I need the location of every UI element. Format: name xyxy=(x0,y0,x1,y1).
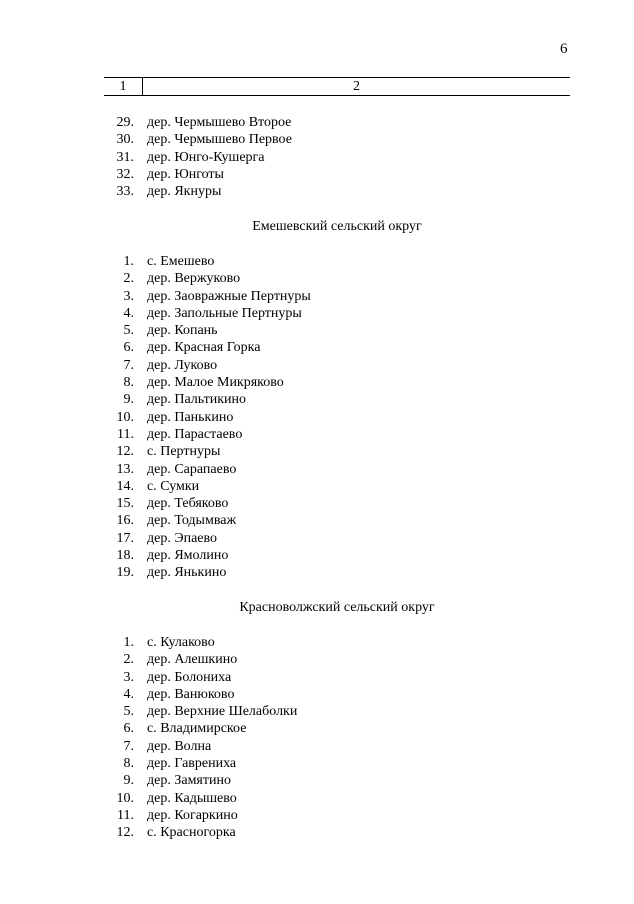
list-item xyxy=(104,149,292,166)
item-number: 30. xyxy=(116,132,134,148)
item-number: 4. xyxy=(123,686,134,702)
item-number: 11. xyxy=(117,807,134,823)
item-text: дер. Эпаево xyxy=(147,530,218,546)
item-number: 9. xyxy=(123,392,134,408)
item-number: 33. xyxy=(116,184,134,200)
list-item xyxy=(104,720,297,737)
list-item xyxy=(104,114,292,131)
table-header xyxy=(104,77,570,96)
item-text: дер. Алешкино xyxy=(147,652,238,668)
list-item xyxy=(104,564,311,581)
list-item xyxy=(104,426,311,443)
list-item xyxy=(104,755,297,772)
list-item xyxy=(104,790,297,807)
item-text: дер. Чермышево Первое xyxy=(147,132,292,148)
list-item xyxy=(104,131,292,148)
list-item xyxy=(104,443,311,460)
item-text: с. Красногорка xyxy=(147,825,236,841)
item-number: 6. xyxy=(123,721,134,737)
item-text: дер. Янькино xyxy=(147,565,227,581)
item-number: 16. xyxy=(116,513,134,529)
item-text: дер. Замятино xyxy=(147,773,231,789)
item-text: дер. Ямолино xyxy=(147,548,229,564)
item-text: дер. Пальтикино xyxy=(147,392,247,408)
item-text: дер. Вержуково xyxy=(147,271,241,287)
list-item xyxy=(104,270,311,287)
item-number: 3. xyxy=(123,288,134,304)
item-number: 8. xyxy=(123,756,134,772)
item-number: 18. xyxy=(116,548,134,564)
item-text: с. Кулаково xyxy=(147,635,215,650)
item-text: дер. Кадышево xyxy=(147,790,237,806)
table-header-col-1: 1 xyxy=(104,78,143,95)
item-number: 5. xyxy=(123,323,134,339)
page-number: 6 xyxy=(560,41,568,57)
list-item xyxy=(104,461,311,478)
item-number: 6. xyxy=(123,340,134,356)
list-item xyxy=(104,391,311,408)
item-number: 10. xyxy=(116,790,134,806)
top-list xyxy=(104,114,292,200)
item-number: 12. xyxy=(116,444,134,460)
list-item xyxy=(104,166,292,183)
list-item xyxy=(104,339,311,356)
item-text: дер. Якнуры xyxy=(147,184,222,200)
item-number: 1. xyxy=(123,254,134,269)
item-text: дер. Гаврениха xyxy=(147,756,237,772)
list-item xyxy=(104,512,311,529)
item-number: 10. xyxy=(116,409,134,425)
item-text: дер. Панькино xyxy=(147,409,234,425)
list-item xyxy=(104,478,311,495)
list-item xyxy=(104,807,297,824)
item-number: 19. xyxy=(116,565,134,581)
list-item xyxy=(104,530,311,547)
item-number: 8. xyxy=(123,375,134,391)
item-number: 12. xyxy=(116,825,134,841)
item-text: дер. Когаркино xyxy=(147,807,238,823)
list-item xyxy=(104,824,297,841)
item-number: 2. xyxy=(123,271,134,287)
table-header-col-2: 2 xyxy=(353,79,360,94)
item-number: 3. xyxy=(123,669,134,685)
item-number: 7. xyxy=(123,738,134,754)
item-text: дер. Чермышево Второе xyxy=(147,115,292,130)
list-item xyxy=(104,183,292,200)
item-text: дер. Заовражные Пертнуры xyxy=(147,288,311,304)
item-number: 4. xyxy=(123,305,134,321)
list-item xyxy=(104,409,311,426)
list-item xyxy=(104,374,311,391)
list-item xyxy=(104,288,311,305)
item-number: 7. xyxy=(123,357,134,373)
list-item xyxy=(104,634,297,651)
item-text: дер. Тебяково xyxy=(147,496,229,512)
list-item xyxy=(104,357,311,374)
item-text: дер. Запольные Пертнуры xyxy=(147,305,302,321)
item-number: 11. xyxy=(117,426,134,442)
item-number: 29. xyxy=(116,115,134,130)
item-text: дер. Луково xyxy=(147,357,218,373)
item-number: 9. xyxy=(123,773,134,789)
item-text: дер. Парастаево xyxy=(147,426,243,442)
list-item xyxy=(104,651,297,668)
item-text: с. Пертнуры xyxy=(147,444,221,460)
section-heading-emeshevsky: Емешевский сельский округ xyxy=(252,219,422,234)
list-item xyxy=(104,547,311,564)
item-number: 15. xyxy=(116,496,134,512)
item-text: дер. Волна xyxy=(147,738,212,754)
item-text: дер. Малое Микряково xyxy=(147,375,284,391)
item-text: дер. Тодымваж xyxy=(147,513,237,529)
section-heading-krasnovolzhsky: Красноволжский сельский округ xyxy=(239,600,435,615)
item-number: 17. xyxy=(116,530,134,546)
item-text: дер. Верхние Шелаболки xyxy=(147,704,298,720)
item-number: 32. xyxy=(116,166,134,182)
item-number: 13. xyxy=(116,461,134,477)
list-item xyxy=(104,253,311,270)
item-text: дер. Юнготы xyxy=(147,166,224,182)
item-text: с. Емешево xyxy=(147,254,215,269)
item-text: дер. Болониха xyxy=(147,669,232,685)
section-list-krasnovolzhsky xyxy=(104,634,297,842)
item-text: дер. Копань xyxy=(147,323,218,339)
list-item xyxy=(104,495,311,512)
item-text: дер. Ванюково xyxy=(147,686,235,702)
item-text: с. Владимирское xyxy=(147,721,247,737)
list-item xyxy=(104,703,297,720)
item-text: с. Сумки xyxy=(147,478,200,494)
item-number: 5. xyxy=(123,704,134,720)
item-number: 14. xyxy=(116,478,134,494)
item-number: 2. xyxy=(123,652,134,668)
item-text: дер. Сарапаево xyxy=(147,461,237,477)
list-item xyxy=(104,322,311,339)
item-text: дер. Юнго-Кушерга xyxy=(147,149,265,165)
list-item xyxy=(104,669,297,686)
item-number: 31. xyxy=(116,149,134,165)
list-item xyxy=(104,738,297,755)
list-item xyxy=(104,305,311,322)
item-text: дер. Красная Горка xyxy=(147,340,261,356)
item-number: 1. xyxy=(123,635,134,650)
list-item xyxy=(104,772,297,789)
list-item xyxy=(104,686,297,703)
section-list-emeshevsky xyxy=(104,253,311,582)
